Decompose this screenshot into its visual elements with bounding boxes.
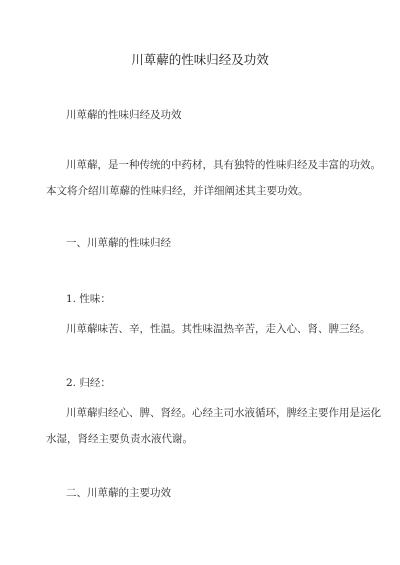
meridian-paragraph-line-1: 川萆薢归经心、脾、肾经。心经主司水液循环，脾经主要作用是运化 bbox=[66, 407, 381, 419]
subheading-meridian: 2. 归经： bbox=[66, 377, 111, 389]
flavor-paragraph: 川萆薢味苦、辛，性温。其性味温热辛苦，走入心、肾、脾三经。 bbox=[66, 323, 371, 335]
intro-paragraph-line-2: 本文将介绍川萆薢的性味归经，并详细阐述其主要功效。 bbox=[46, 185, 309, 197]
document-title: 川萆薢的性味归经及功效 bbox=[131, 52, 269, 67]
document-subtitle: 川萆薢的性味归经及功效 bbox=[66, 109, 182, 121]
section-heading-1: 一、川萆薢的性味归经 bbox=[66, 237, 171, 249]
section-heading-2: 二、川萆薢的主要功效 bbox=[66, 487, 171, 499]
intro-paragraph-line-1: 川萆薢，是一种传统的中药材，具有独特的性味归经及丰富的功效。 bbox=[66, 159, 381, 171]
subheading-flavor: 1. 性味： bbox=[66, 293, 111, 305]
meridian-paragraph-line-2: 水湿，肾经主要负责水液代谢。 bbox=[46, 433, 193, 445]
